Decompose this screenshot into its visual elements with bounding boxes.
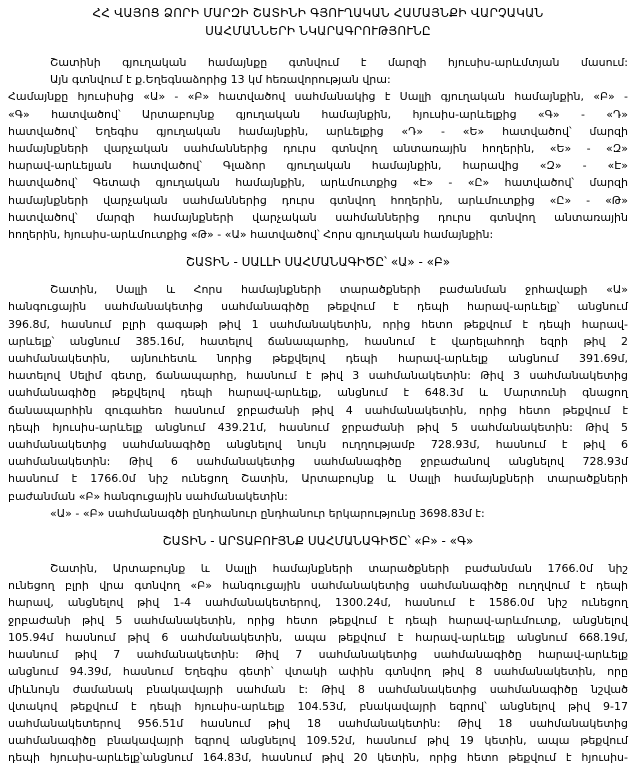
text-line: հատելով Սելիմ գետը, ճանապարհը, հասնում է թիվ 3 սահմանակետին: Թիվ 3 սահմանակետից [8,369,628,383]
text-line: ունեցող բլրի վրա գտնվող «Բ» հանգուցային սահմանակետից սահմանագիծը ուղղվում է դեպի [8,579,628,593]
text-line: հատվածով՝ Եղեգիս գյուղական համայնքին, արևելքից «Դ» - «Ե» հատվածով՝ մարզի [8,124,628,138]
text-line: սահմանագիծը բնակավայրի եզրով անցնելով 109.52մ, հասնում թիվ 19 կետին, ապա թեքվում [8,734,628,748]
intro-paragraph [8,54,628,243]
title-line: ՍԱՀՄԱՆՆԵՐԻ ՆԿԱՐԱԳՐՈՒԹՅՈՒՆԸ [205,24,431,38]
text-line: Շատինի գյուղական համայնքը գտնվում է մարզի հյուսիս-արևմտյան մասում: [50,56,628,69]
text-line: միևնույն ժամանակ բնակավայրի սահման է: Թիվ 8 սահմանակետից սահմանագիծը նշված [8,682,628,696]
text-line: վտակով թեքվում է դեպի հյուսիս-արևելք 104.53մ, բնակավայրի եզրով՝ անցնելով թիվ 9-17 [8,699,628,713]
text-line: ջրբաժանի թիվ 5 սահմանակետին, որից հետո թեքվում է դեպի հարավ-արևմուտք, անցնելով [8,613,628,627]
text-line: հատվածով՝ մարզի համայնքների վարչական սահմաններից դուրս գտնվող անտառային [8,210,628,224]
text-line: սահմանակետին, այնուհետև նորից թեքվելով դեպի հարավ-արևելք անցնում 391.69մ, [8,352,628,366]
text-line: հարավ, անցնելով թիվ 1-4 սահմանակետերով, 1300.24մ, հասնում է 1586.0մ նիշ ունեցող [8,596,628,610]
text-line: սահմանակետին: Թիվ 6 սահմանակետից սահմանագիծը ջրբաժանով անցնելով 728.93մ [8,455,628,469]
text-line: հողերին, հյուսիս-արևմուտքից «Թ» - «Ա» հատվածով՝ Հորս գյուղական համայնքին: [8,228,494,242]
text-line: հանգուցային սահմանակետից սահմանագիծը թեքվում է դեպի հարավ-արևելք՝ անցնում [8,300,628,314]
total-length-line: «Ա» - «Բ» սահմանագծի ընդհանուր ընդհանուր երկարությունը 3698.83մ է: [50,506,485,520]
text-line: Շատին, Արտաբույնք և Սալլի համայնքների տարածքների բաժանման 1766.0մ նիշ [50,562,628,576]
text-line: սահմանակետերով 956.51մ հասնում թիվ 18 սահմանակետին: Թիվ 18 սահմանակետից [8,716,628,730]
text-line: արևելք՝ անցնում 385.16մ, հատելով ճանապարհը, հասնում է վարելահողի եզրի թիվ 2 [8,334,628,348]
text-line: հարավ-արևելյան հատվածով՝ Գլաձոր գյուղական համայնքին, հարավից «Զ» - «Է» [8,159,628,173]
text-line: սահմանակետից սահմանագիծը անցնելով նույն ուղղությամբ 728.93մ, հասնում է թիվ 6 [8,438,628,452]
text-line: հասնում թիվ 7 սահմանակետին: Թիվ 7 սահմանակետից սահմանագիծը հարավ-արևելք [8,648,628,662]
document-title [8,4,628,40]
section-heading: ՇԱՏԻՆ - ՍԱԼԼԻ ՍԱՀՄԱՆԱԳԻԾԸ՝ «Ա» - «Բ» [185,255,451,270]
text-line: 396.8մ, հասնում բլրի գագաթի թիվ 1 սահմանակետին, որից հետո թեքվում է դեպի հարավ- [8,317,628,331]
text-line: «Գ» հատվածով՝ Արտաբույնք գյուղական համայնքին, հյուսիս-արևելքից «Գ» - «Դ» [8,107,628,121]
text-line: բաժանման «Բ» հանգուցային սահմանակետին: [8,489,288,503]
text-line: ճանապարհին զուգահեռ հասնում ջրբաժանի թիվ 4 սահմանակետին, որից հետո թեքվում է [8,403,628,417]
text-line: անցնում 94.39մ, հասնում Եղեգիս գետի՝ վտակի ափին գտնվող թիվ 8 սահմանակետին, որը [8,665,628,679]
text-line: համայնքների վարչական սահմաններից դուրս գտնվող հողերին, արևմուտքից «Ը» - «Թ» [8,193,628,207]
text-line: դեպի հյուսիս-արևելք անցնում 439.21մ, հասնում ջրբաժանի թիվ 5 սահմանակետին: Թիվ 5 [8,420,628,434]
text-line: Համայնքը հյուսիսից «Ա» - «Բ» հատվածով սահմանակից է Սալլի գյուղական համայնքին, «Բ» - [8,90,628,104]
text-line: համայնքների վարչական սահմաններից դուրս գտնվող անտառային հողերին, «Ե» - «Զ» [8,142,628,156]
text-line: 105.94մ հասնում թիվ 6 սահմանակետին, ապա թեքվում է հարավ-արևելք անցնում 668.19մ, [8,630,628,644]
text-line: սահմանագիծը թեքվելով դեպի հարավ-արևելք, անցնում է 648.3մ և Մարտունի գնացող [8,386,628,400]
text-line: հասնում է 1766.0մ նիշ ունեցող Շատին, Արտաբույնք և Սալլի համայնքների տարածքների [8,472,628,486]
text-line: դեպի հյուսիս-արևելք՝անցնում 164.83մ, հասնում թիվ 20 կետին, որից հետո թեքվում է հյուսիս- [8,751,628,765]
section1-paragraph [8,281,628,522]
text-line: հատվածով՝ Գետափ գյուղական համայնքին, արևմուտքից «Է» - «Ը» հատվածով՝ մարզի [8,176,628,190]
section2-paragraph [8,560,628,766]
title-line: ՀՀ ՎԱՅՈՑ ՁՈՐԻ ՄԱՐԶԻ ՇԱՏԻՆԻ ԳՅՈՒՂԱԿԱՆ ՀԱՄԱՅՆՔԻ ՎԱՐՉԱԿԱՆ [92,6,544,20]
section-heading: ՇԱՏԻՆ - ԱՐՏԱԲՈՒՅՆՔ ՍԱՀՄԱՆԱԳԻԾԸ՝ «Բ» - «Գ» [162,534,474,549]
text-line: Այն գտնվում է ք.Եղեգնաձորից 13 կմ հեռավորության վրա: [50,73,391,87]
text-line: Շատին, Սալլի և Հորս համայնքների տարածքների բաժանման ջրհավաքի «Ա» [50,283,628,297]
